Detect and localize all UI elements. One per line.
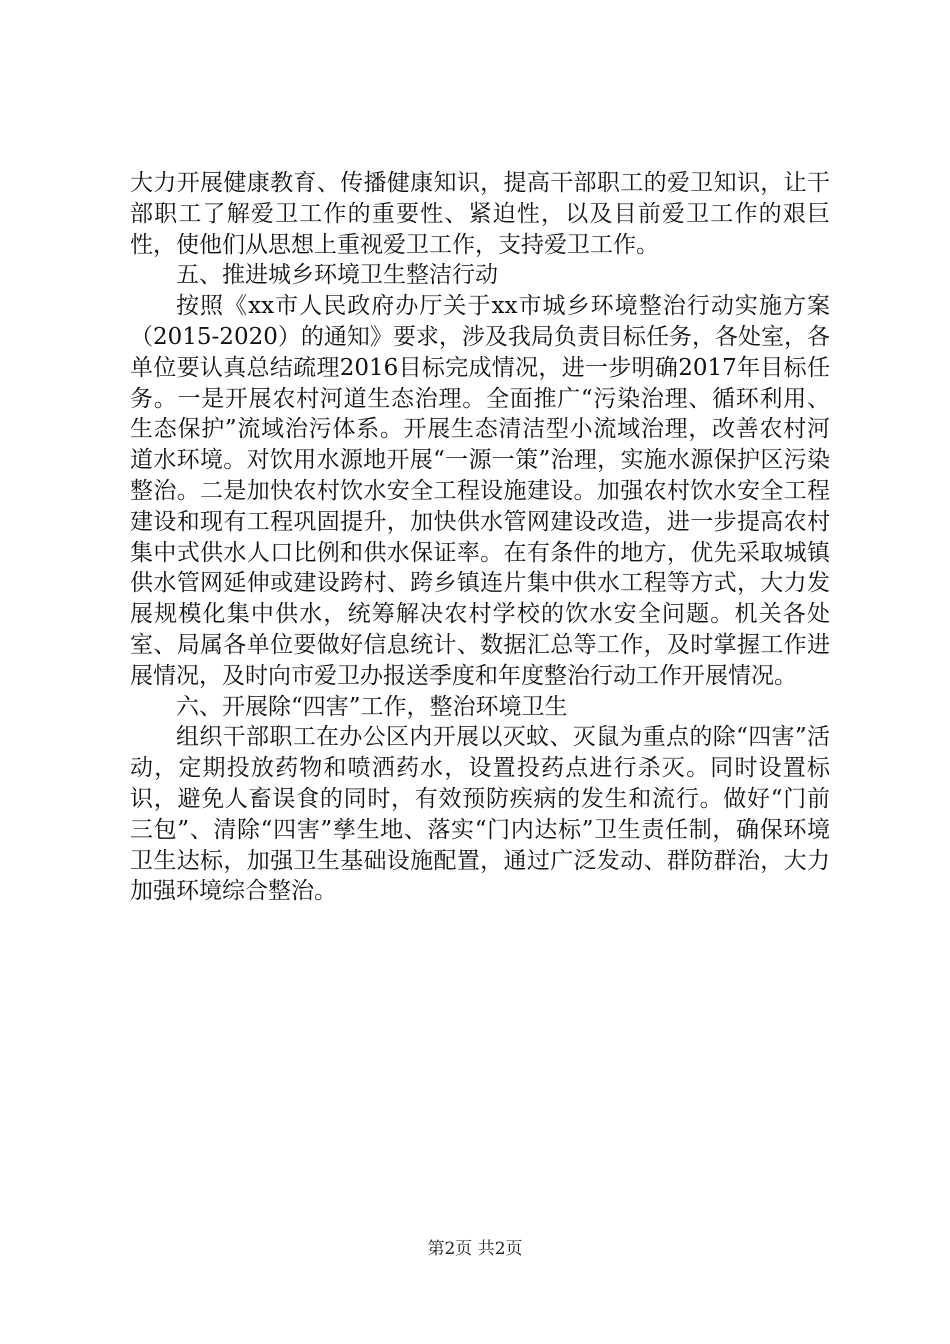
paragraph-health-education: 大力开展健康教育、传播健康知识，提高干部职工的爱卫知识，让干部职工了解爱卫工作的重要性、紧迫性，以及目前爱卫工作的艰巨性，使他们从思想上重视爱卫工作，支持爱卫工作。 (130, 170, 830, 258)
page-number-footer: 第2页 共2页 (427, 1239, 523, 1259)
paragraph-four-pests: 组织干部职工在办公区内开展以灭蚊、灭鼠为重点的除“四害”活动，定期投放药物和喷洒药水，设置投药点进行杀灭。同时设置标识，避免人畜误食的同时，有效预防疾病的发生和流行。做好“门前三包”、清除“四害”孳生地、落实“门内达标”卫生责任制，确保环境卫生达标，加强卫生基础设施配置，通过广泛发动、群防群治，大力加强环境综合整治。 (130, 724, 830, 905)
section-heading-six: 六、开展除“四害”工作，整治环境卫生 (176, 693, 568, 720)
section-heading-five: 五、推进城乡环境卫生整洁行动 (176, 262, 498, 289)
paragraph-environment-action: 按照《xx市人民政府办厅关于xx市城乡环境整治行动实施方案（2015-2020）的通知》要求，涉及我局负责目标任务，各处室，各单位要认真总结疏理2016目标完成情况，进一步明确2017年目标任务。一是开展农村河道生态治理。全面推广“污染治理、循环利用、生态保护”流域治污体系。开展生态清洁型小流域治理，改善农村河道水环境。对饮用水源地开展“一源一策”治理，实施水源保护区污染整治。二是加快农村饮水安全工程设施建设。加强农村饮水安全工程建设和现有工程巩固提升，加快供水管网建设改造，进一步提高农村集中式供水人口比例和供水保证率。在有条件的地方，优先采取城镇供水管网延伸或建设跨村、跨乡镇连片集中供水工程等方式，大力发展规模化集中供水，统筹解决农村学校的饮水安全问题。机关各处室、局属各单位要做好信息统计、数据汇总等工作，及时掌握工作进展情况，及时向市爱卫办报送季度和年度整治行动工作开展情况。 (130, 293, 830, 689)
document-body (130, 168, 830, 907)
